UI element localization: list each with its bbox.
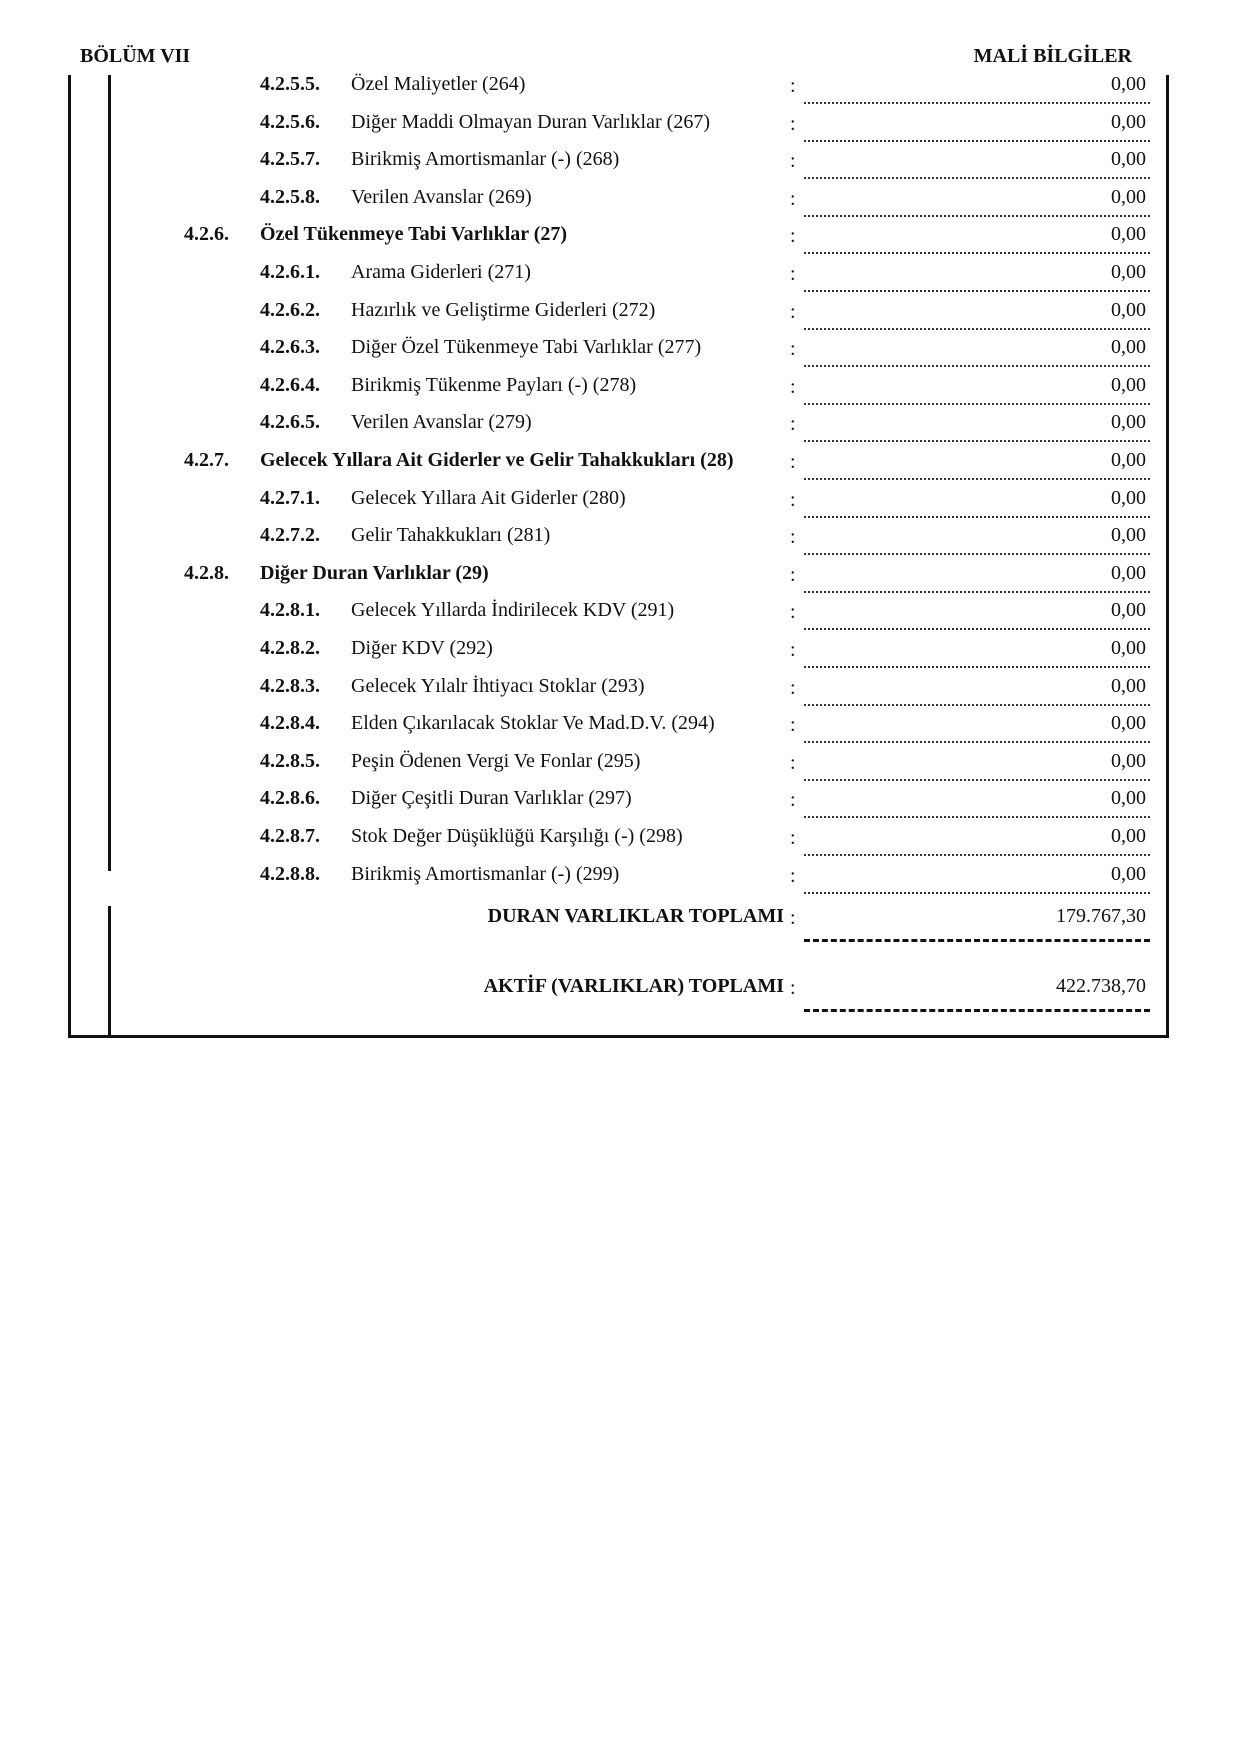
total-colon: : [790,907,796,929]
row-label: Gelecek Yıllarda İndirilecek KDV (291) [351,599,675,622]
row-label: Özel Maliyetler (264) [351,73,526,95]
dotted-leader [804,741,1150,743]
row-colon: : [790,639,796,661]
dotted-leader [804,854,1150,856]
row-value: 0,00 [1111,749,1146,772]
row-value: 0,00 [1111,712,1146,735]
dotted-leader [804,328,1150,330]
row-value: 0,00 [1111,298,1146,321]
dotted-leader [804,365,1150,367]
total-value: 179.767,30 [1056,905,1146,927]
row-code: 4.2.8.8. [260,862,320,885]
row-value: 0,00 [1111,185,1146,208]
row-code: 4.2.8.5. [260,749,320,772]
dotted-leader [804,628,1150,630]
section-title: BÖLÜM VII [80,45,191,67]
row-colon: : [790,563,796,586]
row-colon: : [790,827,796,849]
table-row [0,825,1240,863]
table-row [0,374,1240,412]
row-value: 0,00 [1111,110,1146,133]
row-colon: : [790,488,796,511]
row-colon: : [790,864,796,887]
row-code: 4.2.6. [184,223,229,246]
row-colon: : [790,300,796,323]
row-colon: : [790,75,796,97]
dotted-leader [804,177,1150,179]
row-label: Diğer Özel Tükenmeye Tabi Varlıklar (277) [351,336,702,359]
dotted-leader [804,816,1150,818]
table-row [0,261,1240,299]
total-row [0,975,1240,1025]
row-label: Gelecek Yıllara Ait Giderler ve Gelir Tahakkukları (28) [260,449,734,471]
dotted-leader [804,478,1150,480]
row-code: 4.2.8.2. [260,637,320,659]
dotted-leader [804,403,1150,405]
row-label: Birikmiş Tükenme Payları (-) (278) [351,373,637,396]
row-value: 0,00 [1111,862,1146,885]
table-row [0,637,1240,675]
row-colon: : [790,751,796,774]
row-colon: : [790,714,796,737]
row-value: 0,00 [1111,637,1146,659]
row-colon: : [790,789,796,812]
row-colon: : [790,187,796,210]
row-value: 0,00 [1111,825,1146,847]
row-colon: : [790,413,796,436]
dotted-leader [804,666,1150,668]
dotted-leader [804,290,1150,292]
row-colon: : [790,451,796,473]
table-row [0,411,1240,449]
row-label: Elden Çıkarılacak Stoklar Ve Mad.D.V. (294) [351,712,715,735]
table-row [0,73,1240,111]
row-colon: : [790,150,796,173]
table-row [0,111,1240,149]
row-code: 4.2.6.4. [260,373,320,396]
row-colon: : [790,676,796,699]
row-colon: : [790,225,796,248]
row-value: 0,00 [1111,674,1146,697]
row-value: 0,00 [1111,261,1146,283]
row-value: 0,00 [1111,336,1146,359]
table-row [0,449,1240,487]
row-colon: : [790,338,796,361]
dotted-leader [804,215,1150,217]
dotted-leader [804,704,1150,706]
dotted-leader [804,102,1150,104]
row-colon: : [790,601,796,624]
row-colon: : [790,375,796,398]
table-row [0,148,1240,186]
table-row [0,562,1240,600]
dotted-leader [804,553,1150,555]
row-value: 0,00 [1111,73,1146,95]
total-label: DURAN VARLIKLAR TOPLAMI [487,905,784,927]
table-row [0,524,1240,562]
dashed-underline [804,1009,1150,1012]
row-label: Birikmiş Amortismanlar (-) (299) [351,862,620,885]
row-code: 4.2.5.6. [260,110,320,133]
table-row [0,336,1240,374]
row-label: Diğer Çeşitli Duran Varlıklar (297) [351,787,632,810]
row-code: 4.2.5.8. [260,185,320,208]
table-row [0,223,1240,261]
row-code: 4.2.6.1. [260,261,320,283]
table-row [0,186,1240,224]
dotted-leader [804,140,1150,142]
row-label: Diğer Duran Varlıklar (29) [260,561,489,584]
row-label: Gelecek Yılalr İhtiyacı Stoklar (293) [351,674,645,697]
row-colon: : [790,263,796,285]
row-label: Gelir Tahakkukları (281) [351,524,551,547]
table-row [0,787,1240,825]
row-label: Birikmiş Amortismanlar (-) (268) [351,148,620,171]
dotted-leader [804,591,1150,593]
row-value: 0,00 [1111,524,1146,547]
row-code: 4.2.8.1. [260,599,320,622]
table-row [0,299,1240,337]
row-value: 0,00 [1111,599,1146,622]
row-code: 4.2.8.3. [260,674,320,697]
row-code: 4.2.7.1. [260,486,320,509]
row-code: 4.2.7.2. [260,524,320,547]
total-row [0,905,1240,955]
frame-bottom-border [68,1035,1169,1038]
row-label: Arama Giderleri (271) [351,261,531,283]
table-row [0,863,1240,901]
dashed-underline [804,939,1150,942]
row-colon: : [790,526,796,549]
page-title: MALİ BİLGİLER [973,45,1132,67]
row-value: 0,00 [1111,223,1146,246]
row-code: 4.2.6.5. [260,411,320,434]
row-value: 0,00 [1111,148,1146,171]
table-row [0,599,1240,637]
row-code: 4.2.6.2. [260,298,320,321]
table-row [0,750,1240,788]
row-code: 4.2.5.5. [260,73,320,95]
total-label: AKTİF (VARLIKLAR) TOPLAMI [483,975,784,997]
row-code: 4.2.7. [184,449,229,471]
row-code: 4.2.6.3. [260,336,320,359]
dotted-leader [804,516,1150,518]
dotted-leader [804,252,1150,254]
row-value: 0,00 [1111,486,1146,509]
total-value: 422.738,70 [1056,975,1146,997]
row-code: 4.2.8. [184,561,229,584]
table-row [0,712,1240,750]
row-colon: : [790,112,796,135]
row-code: 4.2.8.7. [260,825,320,847]
row-code: 4.2.8.6. [260,787,320,810]
dotted-leader [804,779,1150,781]
row-label: Diğer KDV (292) [351,637,493,659]
row-code: 4.2.5.7. [260,148,320,171]
dotted-leader [804,892,1150,894]
table-row [0,675,1240,713]
row-label: Verilen Avanslar (279) [351,411,532,434]
row-label: Stok Değer Düşüklüğü Karşılığı (-) (298) [351,825,683,847]
row-value: 0,00 [1111,449,1146,471]
table-row [0,487,1240,525]
row-value: 0,00 [1111,373,1146,396]
row-label: Özel Tükenmeye Tabi Varlıklar (27) [260,223,568,246]
row-value: 0,00 [1111,787,1146,810]
row-label: Peşin Ödenen Vergi Ve Fonlar (295) [351,749,641,772]
row-label: Gelecek Yıllara Ait Giderler (280) [351,486,626,509]
dotted-leader [804,440,1150,442]
row-label: Hazırlık ve Geliştirme Giderleri (272) [351,298,656,321]
row-value: 0,00 [1111,561,1146,584]
row-label: Verilen Avanslar (269) [351,185,532,208]
row-value: 0,00 [1111,411,1146,434]
row-label: Diğer Maddi Olmayan Duran Varlıklar (267) [351,110,710,133]
row-code: 4.2.8.4. [260,712,320,735]
total-colon: : [790,977,796,999]
